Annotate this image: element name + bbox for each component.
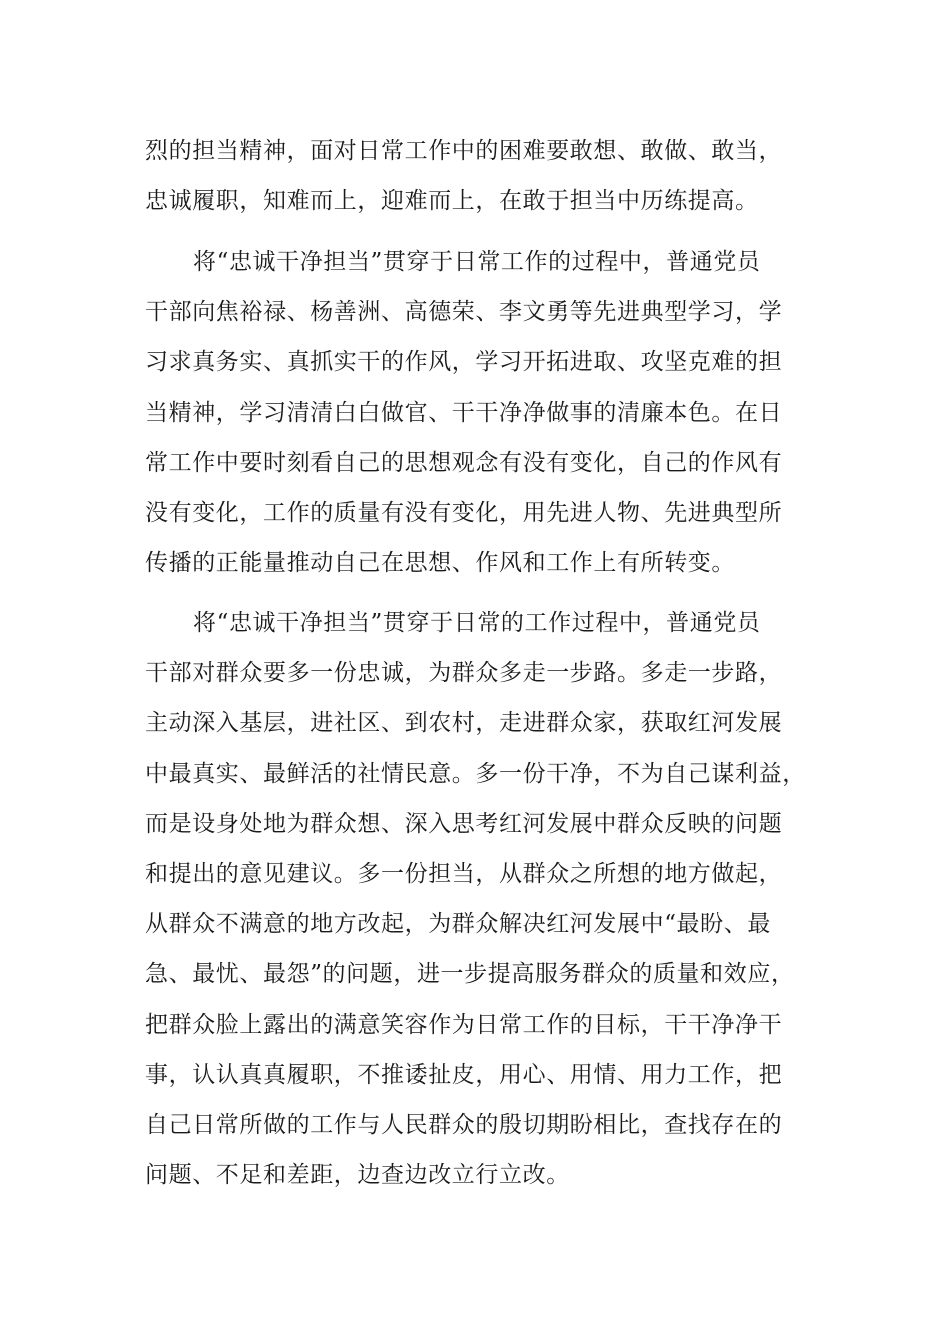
paragraph-line: 烈的担当精神，面对日常工作中的困难要敢想、敢做、敢当， bbox=[145, 138, 783, 164]
paragraph-3 bbox=[145, 598, 805, 1200]
paragraph-1 bbox=[145, 126, 805, 226]
paragraph-line: 事，认认真真履职，不推诿扯皮，用心、用情、用力工作，把 bbox=[145, 1061, 783, 1088]
paragraph-line: 自己日常所做的工作与人民群众的殷切期盼相比，查找存在的 bbox=[145, 1111, 783, 1138]
paragraph-line: 忠诚履职，知难而上，迎难而上，在敢于担当中历练提高。 bbox=[145, 188, 759, 215]
paragraph-line: 从群众不满意的地方改起，为群众解决红河发展中“最盼、最 bbox=[145, 911, 771, 938]
paragraph-first-line: 将“忠诚干净担当”贯穿于日常的工作过程中，普通党员 bbox=[193, 610, 761, 636]
paragraph-line: 习求真务实、真抓实干的作风，学习开拓进取、攻坚克难的担 bbox=[145, 349, 783, 376]
paragraph-2 bbox=[145, 237, 805, 588]
paragraph-line: 把群众脸上露出的满意笑容作为日常工作的目标，干干净净干 bbox=[145, 1011, 783, 1038]
paragraph-line: 传播的正能量推动自己在思想、作风和工作上有所转变。 bbox=[145, 550, 735, 577]
paragraph-line: 中最真实、最鲜活的社情民意。多一份干净，不为自己谋利益， bbox=[145, 760, 806, 787]
paragraph-first-line: 将“忠诚干净担当”贯穿于日常工作的过程中，普通党员 bbox=[193, 249, 761, 275]
paragraph-line: 干部向焦裕禄、杨善洲、高德荣、李文勇等先进典型学习，学 bbox=[145, 299, 783, 326]
paragraph-line: 当精神，学习清清白白做官、干干净净做事的清廉本色。在日 bbox=[145, 399, 783, 426]
paragraph-line: 急、最忧、最怨”的问题，进一步提高服务群众的质量和效应， bbox=[145, 961, 795, 988]
paragraph-line: 干部对群众要多一份忠诚，为群众多走一步路。多走一步路， bbox=[145, 660, 783, 687]
paragraph-line: 主动深入基层，进社区、到农村，走进群众家，获取红河发展 bbox=[145, 710, 783, 737]
paragraph-line: 问题、不足和差距，边查边改立行立改。 bbox=[145, 1162, 570, 1189]
paragraph-line: 和提出的意见建议。多一份担当，从群众之所想的地方做起， bbox=[145, 860, 783, 887]
paragraph-line: 常工作中要时刻看自己的思想观念有没有变化，自己的作风有 bbox=[145, 449, 783, 476]
paragraph-line: 而是设身处地为群众想、深入思考红河发展中群众反映的问题 bbox=[145, 810, 783, 837]
paragraph-line: 没有变化，工作的质量有没有变化，用先进人物、先进典型所 bbox=[145, 499, 783, 526]
